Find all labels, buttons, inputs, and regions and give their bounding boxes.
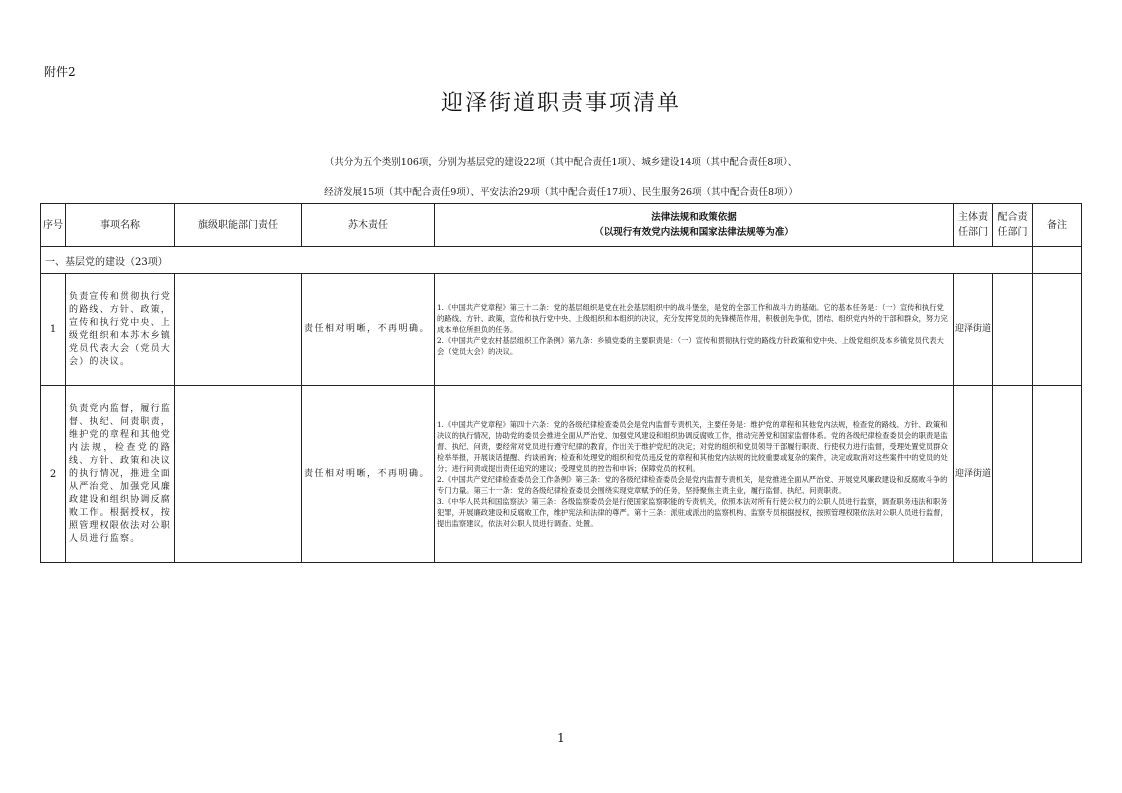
remark [1033,274,1082,386]
item-name: 负责党内监督，履行监督、执纪、问责职责，维护党的章程和其他党内法规，检查党的路线、方针、政策和决议的执行情况，推进全面从严治党、加强党风廉政建设和组织协调反腐败工作。根据授权，按照管理权限依法对公职人员进行监察。 [66,386,175,563]
legal-basis-paragraph: 3.《中华人民共和国监察法》第三条：各级监察委员会是行使国家监察职能的专责机关，依照本法对所有行使公权力的公职人员进行监察，调查职务违法和职务犯罪，开展廉政建设和反腐败工作，维护宪法和法律的尊严。第十三条：派驻或派出的监察机构、监察专员根据授权，按照管理权限依法对公职人员进行监督，提出监察建议，依法对公职人员进行调查、处置。 [437,497,948,528]
main-dept: 迎泽街道 [954,386,993,563]
legal-basis-paragraph: 1.《中国共产党章程》第三十二条：党的基层组织是党在社会基层组织中的战斗堡垒，是党的全部工作和战斗力的基础。它的基本任务是：（一）宣传和执行党的路线、方针、政策，宣传和执行党中央、上级组织和本组织的决议，充分发挥党员的先锋模范作用，积极创先争优，团结、组织党内外的干部和群众，努力完成本单位所担负的任务。 [437,303,948,334]
col-header-seq: 序号 [41,204,66,247]
attachment-label: 附件2 [44,65,76,79]
col-header-law-line2: （以现行有效党内法规和国家法律法规等为准） [594,227,794,238]
legal-basis-paragraph: 2.《中国共产党纪律检查委员会工作条例》第三条：党的各级纪律检查委员会是党内监督专责机关，是党推进全面从严治党、开展党风廉政建设和反腐败斗争的专门力量。第三十一条：党的各级纪律检查委员会围绕实现党章赋予的任务，坚持聚焦主责主业，履行监督、执纪、问责职责。 [437,475,948,495]
col-header-banner-dept: 旗级职能部门责任 [175,204,302,247]
col-header-law [435,204,954,247]
coop-dept [993,386,1033,563]
col-header-main-dept: 主体责任部门 [954,204,993,247]
remark [1033,386,1082,563]
section-row [41,247,1082,274]
section-remark-cell [1033,247,1082,274]
col-header-sumu: 苏木责任 [302,204,435,247]
sumu-duty: 责任相对明晰，不再明确。 [302,386,435,563]
banner-dept-duty [175,386,302,563]
legal-basis-paragraph: 1.《中国共产党章程》第四十六条：党的各级纪律检查委员会是党内监督专责机关，主要任务是：维护党的章程和其他党内法规，检查党的路线、方针、政策和决议的执行情况，协助党的委员会推进全面从严治党、加强党风建设和组织协调反腐败工作，推动完善党和国家监督体系。党的各级纪律检查委员会的职责是监督、执纪、问责，要经常对党员进行遵守纪律的教育，作出关于维护党纪的决定；对党的组织和党员领导干部履行职责、行使权力进行监督，受理处置党员群众检举举报，开展谈话提醒、约谈函询；检查和处理党的组织和党员违反党的章程和其他党内法规的比较重要或复杂的案件，决定或取消对这些案件中的党员的处分；进行问责或提出责任追究的建议；受理党员的控告和申诉；保障党员的权利。 [437,420,948,473]
col-header-law-line1: 法律法规和政策依据 [651,212,737,223]
summary-line-1: （共分为五个类别106项，分别为基层党的建设22项（其中配合责任1项）、城乡建设14项（其中配合责任8项）、 [324,157,798,168]
duty-table [40,203,1082,563]
item-name: 负责宣传和贯彻执行党的路线、方针、政策，宣传和执行党中央、上级党组织和本苏木乡镇党员代表大会（党员大会）的决议。 [66,274,175,386]
document-title: 迎泽街道职责事项清单 [440,91,681,116]
row-number: 2 [41,386,66,563]
col-header-coop-dept: 配合责任部门 [993,204,1033,247]
sumu-duty: 责任相对明晰，不再明确。 [302,274,435,386]
table-row [41,274,1082,386]
main-dept: 迎泽街道 [954,274,993,386]
table-row [41,386,1082,563]
col-header-remark: 备注 [1033,204,1082,247]
row-number: 1 [41,274,66,386]
legal-basis-paragraph: 2.《中国共产党农村基层组织工作条例》第九条：乡镇党委的主要职责是：（一）宣传和贯彻执行党的路线方针政策和党中央、上级党组织及本乡镇党员代表大会（党员大会）的决议。 [437,336,944,356]
page-number: 1 [557,731,565,745]
section-heading: 一、基层党的建设（23项） [41,247,1033,274]
banner-dept-duty [175,274,302,386]
summary-line-2: 经济发展15项（其中配合责任9项）、平安法治29项（其中配合责任17项）、民生服务26项（其中配合责任8项）） [324,187,798,198]
col-header-item: 事项名称 [66,204,175,247]
legal-basis [435,274,954,386]
coop-dept [993,274,1033,386]
legal-basis [435,386,954,563]
table-header-row [41,204,1082,247]
